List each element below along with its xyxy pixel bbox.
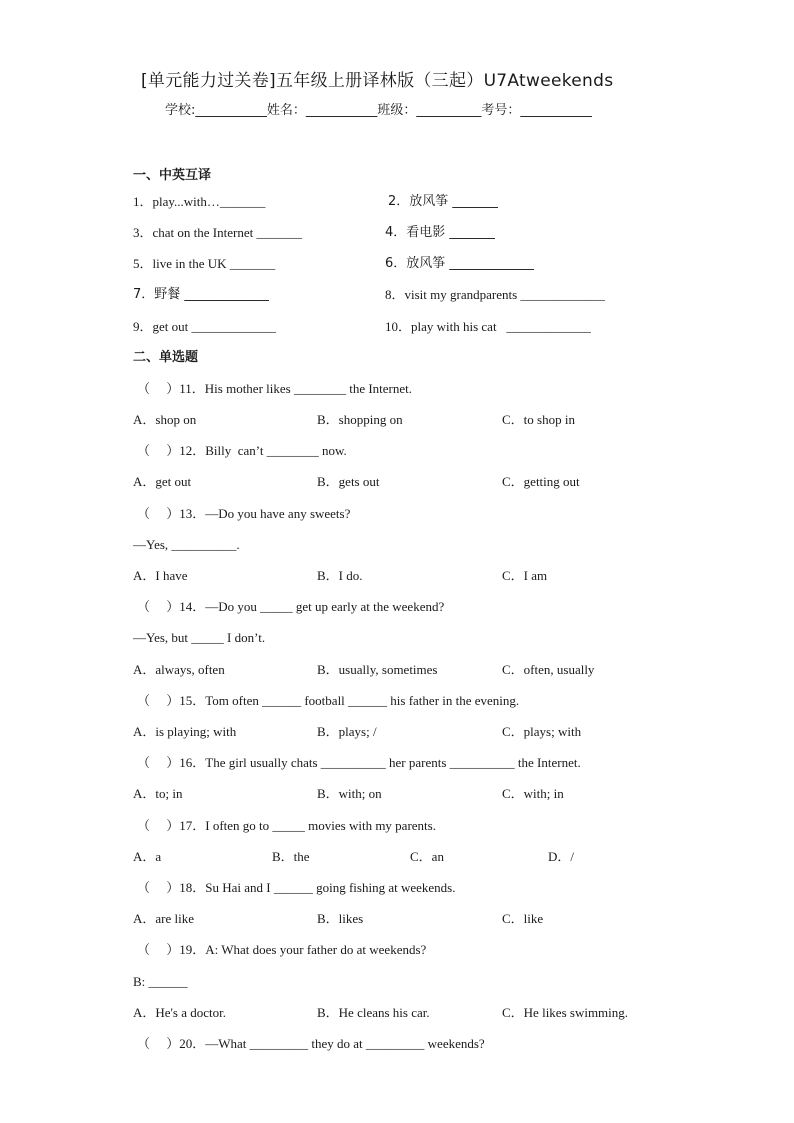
question-16-option-c: C．with; in: [502, 786, 564, 801]
question-16-option-b: B．with; on: [317, 786, 382, 801]
question-14-option-b: B．usually, sometimes: [317, 662, 438, 677]
question-13-option-a: A．I have: [133, 568, 188, 583]
question-17-option-a: A．a: [133, 849, 162, 864]
question-11-option-c: C．to shop in: [502, 412, 575, 427]
question-20-stem: （ ）20．—What _________ they do at _________ weekends?: [137, 1036, 485, 1051]
translation-item-10: 10．play with his cat _____________: [385, 319, 591, 334]
translation-item-2: 2．放风筝 _______: [388, 194, 498, 209]
question-14-option-c: C．often, usually: [502, 662, 595, 677]
translation-item-8: 8．visit my grandparents _____________: [385, 287, 605, 302]
question-14-reply: —Yes, but _____ I don’t.: [133, 630, 266, 645]
question-13-stem: （ ）13．—Do you have any sweets?: [137, 506, 351, 521]
question-15-stem: （ ）15．Tom often ______ football ______ his father in the evening.: [137, 693, 520, 708]
question-11-stem: （ ）11．His mother likes ________ the Internet.: [137, 381, 413, 396]
question-15-option-c: C．plays; with: [502, 724, 582, 739]
question-17-option-d: D．/: [548, 849, 575, 864]
question-17-option-c: C．an: [410, 849, 444, 864]
question-16-option-a: A．to; in: [133, 786, 183, 801]
translation-item-5: 5．live in the UK _______: [133, 256, 276, 271]
question-18-option-a: A．are like: [133, 911, 195, 926]
question-19-reply: B: ______: [133, 974, 188, 989]
question-19-option-b: B．He cleans his car.: [317, 1005, 430, 1020]
exam-title: [单元能力过关卷]五年级上册译林版（三起）U7Atweekends: [141, 71, 614, 91]
translation-item-6: 6．放风筝 _____________: [385, 256, 534, 271]
student-info-line: 学校:___________姓名：___________班级：__________考号：___________: [165, 103, 592, 118]
question-18-option-c: C．like: [502, 911, 544, 926]
section-heading-single-choice: 二、单选题: [133, 350, 199, 365]
question-15-option-a: A．is playing; with: [133, 724, 237, 739]
question-14-stem: （ ）14．—Do you _____ get up early at the weekend?: [137, 599, 445, 614]
question-17-option-b: B．the: [272, 849, 310, 864]
question-13-option-c: C．I am: [502, 568, 548, 583]
translation-item-1: 1．play...with…_______: [133, 194, 266, 209]
question-19-stem: （ ）19．A: What does your father do at weekends?: [137, 942, 427, 957]
question-16-stem: （ ）16．The girl usually chats __________ her parents __________ the Internet.: [137, 755, 581, 770]
question-18-stem: （ ）18．Su Hai and I ______ going fishing at weekends.: [137, 880, 456, 895]
question-13-reply: —Yes, __________.: [133, 537, 240, 552]
section-heading-translation: 一、中英互译: [133, 168, 212, 183]
question-19-option-a: A．He's a doctor.: [133, 1005, 226, 1020]
question-11-option-b: B．shopping on: [317, 412, 403, 427]
translation-item-4: 4．看电影 _______: [385, 225, 495, 240]
translation-item-7: 7．野餐 _____________: [133, 287, 269, 302]
translation-item-3: 3．chat on the Internet _______: [133, 225, 302, 240]
question-11-option-a: A．shop on: [133, 412, 197, 427]
question-17-stem: （ ）17．I often go to _____ movies with my parents.: [137, 818, 436, 833]
question-12-option-b: B．gets out: [317, 474, 380, 489]
question-15-option-b: B．plays; /: [317, 724, 377, 739]
question-13-option-b: B．I do.: [317, 568, 363, 583]
question-19-option-c: C．He likes swimming.: [502, 1005, 629, 1020]
question-12-option-c: C．getting out: [502, 474, 580, 489]
question-14-option-a: A．always, often: [133, 662, 225, 677]
question-12-option-a: A．get out: [133, 474, 192, 489]
question-12-stem: （ ）12．Billy can’t ________ now.: [137, 443, 347, 458]
question-18-option-b: B．likes: [317, 911, 364, 926]
translation-item-9: 9．get out _____________: [133, 319, 276, 334]
